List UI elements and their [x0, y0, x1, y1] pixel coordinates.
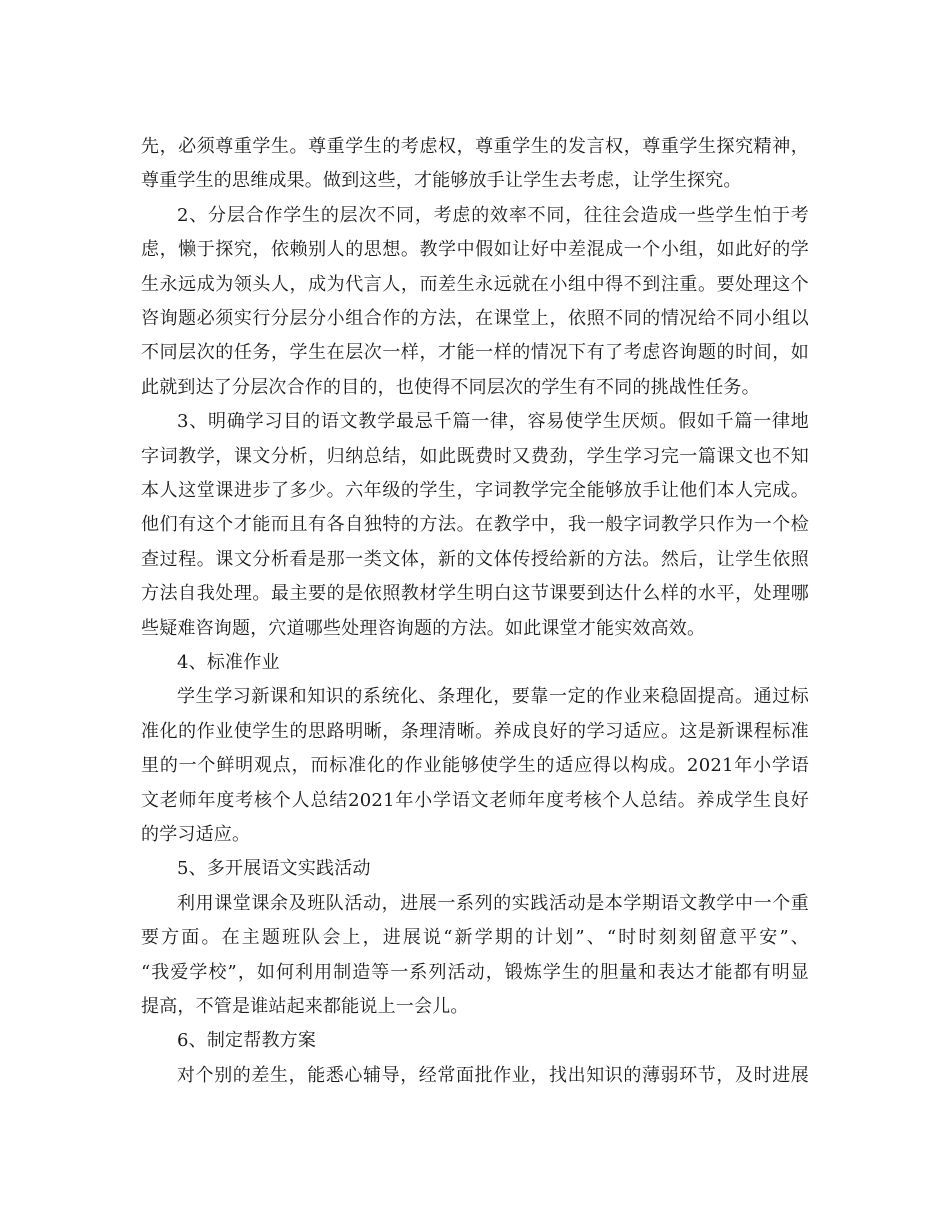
text-line: 此就到达了分层次合作的目的，也使得不同层次的学生有不同的挑战性任务。	[141, 376, 760, 398]
text-line: 虑，懒于探究，依赖别人的思想。教学中假如让好中差混成一个小组，如此好的学	[141, 239, 809, 261]
paragraph-first-line: 利用课堂课余及班队活动，进展一系列的实践活动是本学期语文教学中一个重	[177, 892, 809, 914]
text-line: 的学习适应。	[141, 824, 251, 845]
text-line: 本人这堂课进步了多少。六年级的学生，字词教学完全能够放手让他们本人完成。	[141, 480, 809, 501]
paragraph-first-line: 3、明确学习目的语文教学最忌千篇一律，容易使学生厌烦。假如千篇一律地	[177, 411, 809, 433]
paragraph-first-line: 对个别的差生，能悉心辅导，经常面批作业，找出知识的薄弱环节，及时进展	[177, 1064, 809, 1086]
text-line: 要方面。在主题班队会上，进展说“新学期的计划”、“时时刻刻留意平安”、	[141, 927, 809, 949]
text-line: 生永远成为领头人，成为代言人，而差生永远就在小组中得不到注重。要处理这个	[141, 273, 809, 295]
text-line: “我爱学校”，如何利用制造等一系列活动，锻炼学生的胆量和表达才能都有明显	[141, 961, 809, 983]
text-line: 查过程。课文分析看是那一类文体，新的文体传授给新的方法。然后，让学生依照	[141, 548, 809, 570]
paragraph-first-line: 学生学习新课和知识的系统化、条理化，要靠一定的作业来稳固提高。通过标	[177, 686, 809, 708]
text-line: 咨询题必须实行分层分小组合作的方法，在课堂上，依照不同的情况给不同小组以	[141, 308, 809, 329]
text-line: 文老师年度考核个人总结2021年小学语文老师年度考核个人总结。养成学生良好	[141, 789, 809, 811]
paragraph-first-line: 6、制定帮教方案	[177, 1030, 317, 1052]
text-line: 先，必须尊重学生。尊重学生的考虑权，尊重学生的发言权，尊重学生探究精神，	[141, 136, 809, 157]
text-line: 方法自我处理。最主要的是依照教材学生明白这节课要到达什么样的水平，处理哪	[141, 583, 809, 605]
text-line: 里的一个鲜明观点，而标准化的作业能够使学生的适应得以构成。2021年小学语	[141, 755, 809, 777]
text-line: 些疑难咨询题，穴道哪些处理咨询题的方法。如此课堂才能实效高效。	[141, 617, 706, 639]
paragraph-first-line: 4、标准作业	[177, 652, 280, 673]
text-line: 字词教学，课文分析，归纳总结，如此既费时又费劲，学生学习完一篇课文也不知	[141, 445, 809, 467]
paragraph-first-line: 5、多开展语文实践活动	[177, 858, 371, 880]
text-line: 不同层次的任务，学生在层次一样，才能一样的情况下有了考虑咨询题的时间，如	[141, 342, 809, 364]
text-line: 准化的作业使学生的思路明晰，条理清晰。养成良好的学习适应。这是新课程标准	[141, 720, 809, 742]
text-line: 尊重学生的思维成果。做到这些，才能够放手让学生去考虑，让学生探究。	[141, 170, 742, 192]
text-line: 提高，不管是谁站起来都能说上一会儿。	[141, 996, 469, 1017]
paragraph-first-line: 2、分层合作学生的层次不同，考虑的效率不同，往往会造成一些学生怕于考	[177, 204, 809, 226]
text-line: 他们有这个才能而且有各自独特的方法。在教学中，我一般字词教学只作为一个检	[141, 514, 809, 536]
